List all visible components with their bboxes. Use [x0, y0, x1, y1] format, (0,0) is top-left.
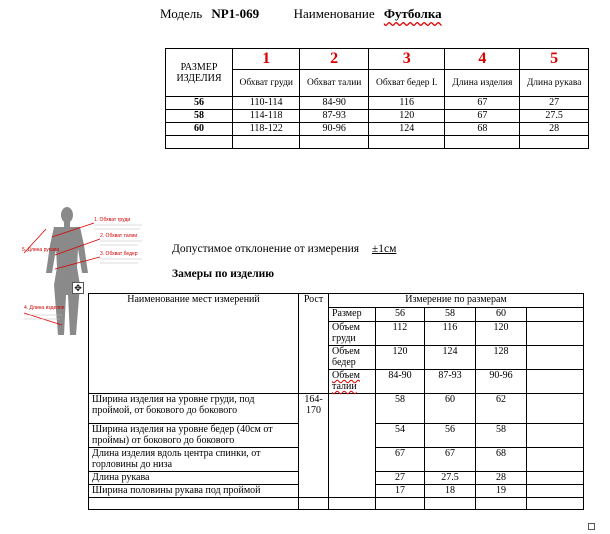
empty-cell	[300, 136, 368, 149]
figure-label-sleeve: 5. Длина рукава	[22, 247, 60, 253]
value-cell: 67	[445, 110, 520, 123]
empty-cell	[527, 472, 584, 485]
empty-cell	[299, 498, 329, 510]
figure-label-hips: 3. Обхват бедер	[100, 251, 138, 257]
col-number-1: 1	[233, 49, 300, 70]
col-header-measure: Измерение по размерам	[329, 294, 584, 308]
size-cell: 60	[476, 308, 527, 322]
row-label: Ширина изделия на уровне бедер (40см от проймы) от бокового до бокового	[89, 424, 299, 448]
value-cell: 90-96	[476, 370, 527, 394]
empty-cell	[527, 448, 584, 472]
empty-cell	[166, 136, 233, 149]
value-cell: 56	[425, 424, 476, 448]
table-row	[166, 136, 589, 149]
value-cell: 27.5	[425, 472, 476, 485]
measurements-title: Замеры по изделию	[172, 268, 275, 280]
col-number-2: 2	[300, 49, 368, 70]
col-number-3: 3	[368, 49, 445, 70]
value-cell: 27.5	[520, 110, 589, 123]
col-number-4: 4	[445, 49, 520, 70]
tolerance-text: Допустимое отклонение от измерения	[172, 243, 360, 255]
product-name: Футболка	[383, 6, 442, 21]
resize-handle-icon[interactable]	[588, 523, 595, 530]
value-cell: 87-93	[425, 370, 476, 394]
empty-cell	[527, 394, 584, 424]
empty-cell	[329, 394, 376, 498]
value-cell: 120	[368, 110, 445, 123]
value-cell: 112	[376, 322, 425, 346]
value-cell: 67	[425, 448, 476, 472]
empty-cell	[520, 136, 589, 149]
empty-cell	[329, 498, 376, 510]
col-header-chest: Обхват груди	[233, 70, 300, 97]
body-label: Объем бедер	[329, 346, 376, 370]
empty-cell	[527, 308, 584, 322]
row-label: Длина рукава	[89, 472, 299, 485]
value-cell: 18	[425, 485, 476, 498]
empty-cell	[527, 370, 584, 394]
value-cell: 67	[445, 97, 520, 110]
size-cell: 56	[166, 97, 233, 110]
value-cell: 84-90	[376, 370, 425, 394]
table-row	[166, 97, 589, 110]
value-cell: 128	[476, 346, 527, 370]
figure-label-chest: 1. Обхват груди	[94, 217, 131, 223]
empty-cell	[527, 498, 584, 510]
size-label: РАЗМЕР ИЗДЕЛИЯ	[166, 49, 233, 97]
size-row-label: Размер	[329, 308, 376, 322]
value-cell: 114-118	[233, 110, 300, 123]
value-cell: 27	[520, 97, 589, 110]
size-cell: 58	[425, 308, 476, 322]
value-cell: 120	[476, 322, 527, 346]
col-header-hips: Обхват бедер I.	[368, 70, 445, 97]
tolerance-note	[172, 243, 396, 255]
value-cell: 124	[425, 346, 476, 370]
table-row	[166, 123, 589, 136]
table-row	[166, 110, 589, 123]
empty-cell	[89, 498, 299, 510]
value-cell: 68	[476, 448, 527, 472]
empty-cell	[425, 498, 476, 510]
empty-cell	[368, 136, 445, 149]
figure-label-length: 4. Длина изделия	[24, 305, 65, 311]
name-label: Наименование	[293, 6, 375, 21]
size-table	[165, 48, 589, 149]
row-label: Ширина изделия на уровне груди, под проймой, от бокового до бокового	[89, 394, 299, 424]
empty-cell	[527, 424, 584, 448]
row-label: Длина изделия вдоль центра спинки, от горловины до низа	[89, 448, 299, 472]
col-number-5: 5	[520, 49, 589, 70]
value-cell: 120	[376, 346, 425, 370]
value-cell: 116	[425, 322, 476, 346]
document-header	[160, 6, 442, 22]
empty-cell	[233, 136, 300, 149]
figure-label-waist: 2. Обхват талии	[100, 233, 138, 239]
value-cell: 110-114	[233, 97, 300, 110]
value-cell: 58	[376, 394, 425, 424]
size-cell: 60	[166, 123, 233, 136]
col-header-waist: Обхват талии	[300, 70, 368, 97]
body-label: Объем талии	[329, 370, 376, 394]
value-cell: 54	[376, 424, 425, 448]
body-label: Объем груди	[329, 322, 376, 346]
empty-cell	[527, 485, 584, 498]
empty-cell	[376, 498, 425, 510]
model-label: Модель	[160, 6, 203, 21]
move-handle-icon[interactable]: ✥	[72, 282, 84, 294]
col-header-name: Наименование мест измерений	[89, 294, 299, 394]
value-cell: 17	[376, 485, 425, 498]
value-cell: 58	[476, 424, 527, 448]
value-cell: 62	[476, 394, 527, 424]
value-cell: 118-122	[233, 123, 300, 136]
value-cell: 67	[376, 448, 425, 472]
value-cell: 68	[445, 123, 520, 136]
value-cell: 27	[376, 472, 425, 485]
value-cell: 124	[368, 123, 445, 136]
value-cell: 60	[425, 394, 476, 424]
table-row	[89, 498, 584, 510]
value-cell: 19	[476, 485, 527, 498]
table-row	[89, 394, 584, 424]
col-header-length: Длина изделия	[445, 70, 520, 97]
size-cell: 56	[376, 308, 425, 322]
col-header-sleeve: Длина рукава	[520, 70, 589, 97]
measurement-table	[88, 293, 584, 510]
empty-cell	[527, 322, 584, 346]
silhouette-icon	[46, 207, 88, 335]
size-cell: 58	[166, 110, 233, 123]
value-cell: 90-96	[300, 123, 368, 136]
row-label: Ширина половины рукава под проймой	[89, 485, 299, 498]
value-cell: 28	[476, 472, 527, 485]
empty-cell	[476, 498, 527, 510]
empty-cell	[445, 136, 520, 149]
height-cell: 164-170	[299, 394, 329, 498]
empty-cell	[527, 346, 584, 370]
value-cell: 116	[368, 97, 445, 110]
value-cell: 28	[520, 123, 589, 136]
value-cell: 84-90	[300, 97, 368, 110]
tolerance-value: ±1см	[371, 243, 397, 255]
value-cell: 87-93	[300, 110, 368, 123]
model-code: NP1-069	[211, 6, 260, 21]
col-header-height: Рост	[299, 294, 329, 394]
